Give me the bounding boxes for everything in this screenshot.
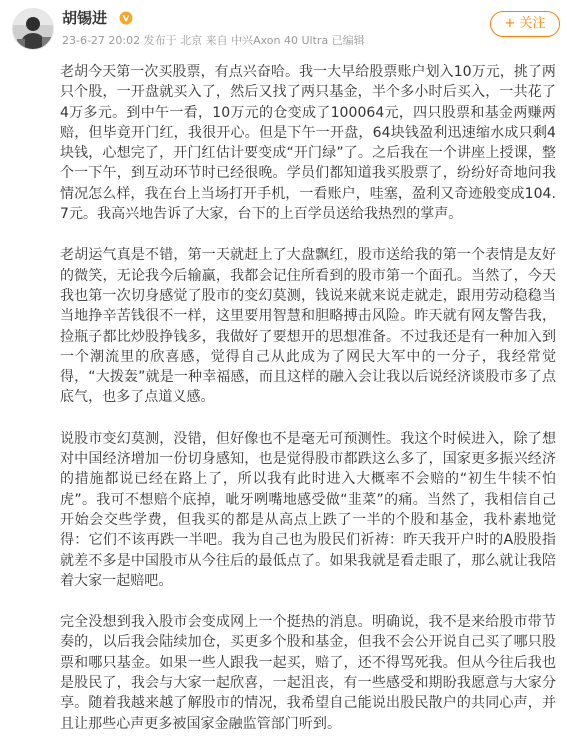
post-meta: 23-6-27 20:02 发布于 北京 来自 中兴Axon 40 Ultra 已编辑 <box>62 34 365 47</box>
post-paragraph: 老胡运气真是不错，第一天就赶上了大盘飘红，股市送给我的第一个表情是友好的微笑，无论我今后输赢，我都会记住所看到的股市第一个面孔。当然了，今天我也第一次切身感觉了股市的变幻莫测，钱说来就来说走就走，跟用劳动稳稳当当地挣辛苦钱很不一样，这里要用智慧和胆略搏击风险。昨天就有网友警告我，捡瓶子都比炒股挣钱多，我做好了要想开的思想准备。不过我还是有一种加入到一个潮流里的欣喜感，觉得自己从此成为了网民大军中的一分子，我经常觉得，“大拨轰”就是一种幸福感，而且这样的融入会让我以后说经济谈股市多了点底气，也多了点道义感。 <box>60 247 556 406</box>
follow-button[interactable]: + 关注 <box>490 11 560 37</box>
verified-badge-icon <box>119 11 133 25</box>
author-avatar[interactable] <box>12 8 54 50</box>
post-header <box>0 0 571 58</box>
post-paragraph: 说股市变幻莫测，没错，但好像也不是毫无可预测性。我这个时候进入，除了想对中国经济增加一份切身感知，也是觉得股市都跌这么多了，国家更多振兴经济的措施都说已经在路上了，所以我有此时进入大概率不会赔的“初生牛犊不怕虎”。我可不想赔个底掉，呲牙咧嘴地感受做“韭菜”的痛。当然了，我相信自己开始会交些学费，但我买的都是从高点上跌了一半的个股和基金，我朴素地觉得：它们不该再跌一半吧。我为自己也为股民们祈祷：昨天我开户时的A股股指就差不多是中国股市从今往后的最低点了。如果我就是看走眼了，那么就让我陪着大家一起赔吧。 <box>60 430 556 589</box>
avatar-image <box>13 9 53 49</box>
post-paragraph: 完全没想到我入股市会变成网上一个挺热的消息。明确说，我不是来给股市带节奏的，以后我会陆续加仓，买更多个股和基金，但我不会公开说自己买了哪只股票和哪只基金。如果一些人跟我一起买，赔了，还不得骂死我。但从今往后我也是股民了，我会与大家一起欣喜，一起沮丧，有一些感受和期盼我愿意与大家分享。随着我越来越了解股市的情况，我希望自己能说出股民散户的共同心声，并且让那些心声更多被国家金融监管部门听到。 <box>60 614 556 732</box>
post-body <box>60 62 556 755</box>
post-paragraph: 老胡今天第一次买股票，有点兴奋哈。我一大早给股票账户划入10万元，挑了两只个股，一开盘就买入了，然后又找了两只基金，半个多小时后买入，一共花了4万多元。到中午一看，10万元的仓变成了100064元，四只股票和基金两赚两赔，但毕竟开门红，我很开心。但是下午一开盘，64块钱盈利迅速缩水成只剩4块钱，心想完了，开门红估计要变成“开门绿”了。之后我在一个讲座上授课，整个一下午，到互动环节时已经很晚。学员们都知道我买股票了，纷纷好奇地问我情况怎么样，我在台上当场打开手机，一看账户，哇塞，盈利又奇迹般变成104.7元。我高兴地告诉了大家，台下的上百学员送给我热烈的掌声。 <box>60 64 556 223</box>
author-name[interactable]: 胡锡进 <box>62 9 108 27</box>
